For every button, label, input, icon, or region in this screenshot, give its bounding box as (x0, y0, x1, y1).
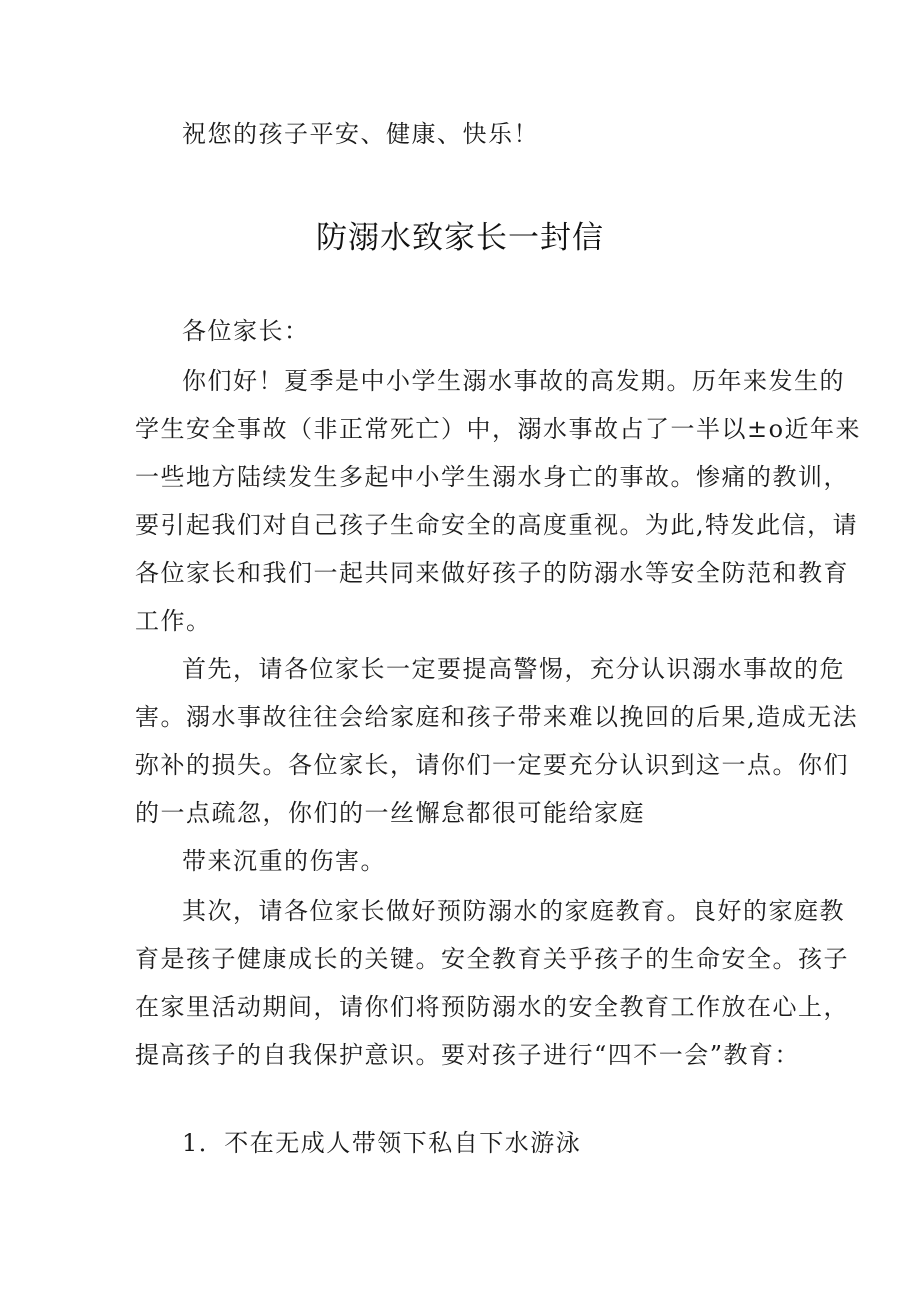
paragraph-line: 其次，请各位家长做好预防溺水的家庭教育。良好的家庭教 (182, 897, 845, 925)
paragraph-line: 害。溺水事故往往会给家庭和孩子带来难以挽回的后果,造成无法 (135, 703, 859, 731)
paragraph-line: 育是孩子健康成长的关键。安全教育关乎孩子的生命安全。孩子 (135, 945, 849, 973)
salutation: 各位家长： (182, 317, 310, 345)
paragraph-line: 工作。 (135, 607, 212, 635)
paragraph-line: 提高孩子的自我保护意识。要对孩子进行“四不一会”教育： (135, 1041, 801, 1069)
letter-title: 防溺水致家长一封信 (316, 220, 604, 256)
paragraph-line: 在家里活动期间，请你们将预防溺水的安全教育工作放在心上， (135, 993, 849, 1021)
paragraph-line: 首先，请各位家长一定要提高警惕，充分认识溺水事故的危 (182, 655, 845, 683)
paragraph-line: 的一点疏忽，你们的一丝懈怠都很可能给家庭 (135, 799, 645, 827)
paragraph-line: 带来沉重的伤害。 (182, 847, 386, 875)
paragraph-line: 你们好！夏季是中小学生溺水事故的高发期。历年来发生的 (182, 367, 845, 395)
paragraph-line: 学生安全事故（非正常死亡）中，溺水事故占了一半以±o近年来 (135, 415, 862, 443)
paragraph-line: 各位家长和我们一起共同来做好孩子的防溺水等安全防范和教育 (135, 559, 849, 587)
paragraph-line: 要引起我们对自己孩子生命安全的高度重视。为此,特发此信，请 (135, 511, 859, 539)
list-item: 1．不在无成人带领下私自下水游泳 (182, 1129, 582, 1157)
paragraph-line: 一些地方陆续发生多起中小学生溺水身亡的事故。惨痛的教训， (135, 463, 849, 491)
paragraph-line: 弥补的损失。各位家长，请你们一定要充分认识到这一点。你们 (135, 751, 849, 779)
closing-line: 祝您的孩子平安、健康、快乐！ (182, 120, 539, 148)
